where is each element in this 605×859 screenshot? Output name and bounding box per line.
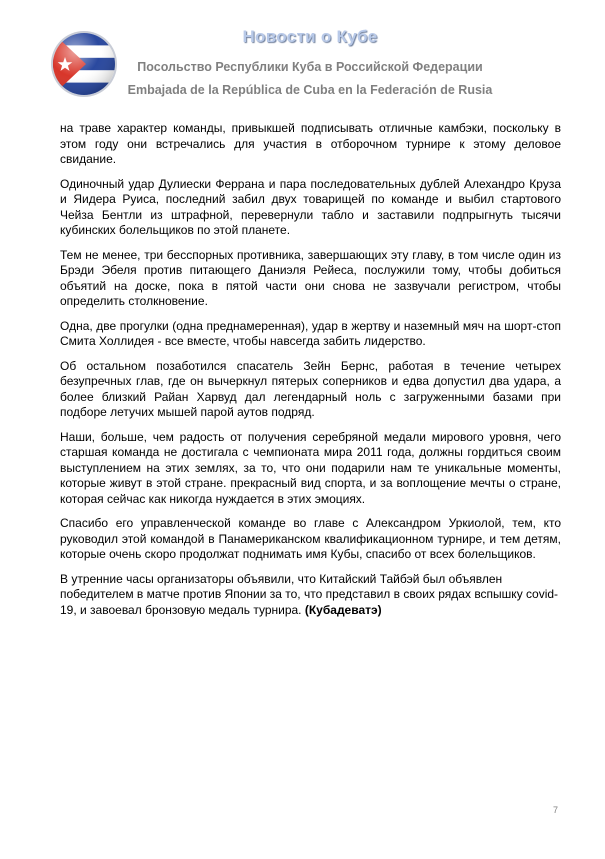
article-body — [60, 121, 561, 627]
article-paragraph: Наши, больше, чем радость от получения серебряной медали мирового уровня, чего старшая команда не достигала с чемпионата мира 2011 года, должны гордиться своим выступлением на этих землях, за то, что они подарили нам те уникальные моменты, которые живут в этой стране. прекрасный вид спорта, и за воплощение мечты о стране, которая сейчас как никогда нуждается в этих эмоциях. — [60, 429, 561, 506]
article-source: (Кубадеватэ) — [304, 602, 382, 617]
article-paragraph: Тем не менее, три бесспорных противника, завершающих эту главу, в том числе один из Брэди Эбеля против питающего Даниэля Рейеса, послужили тому, чтобы добиться объятий на доске, пока в пятой части они снова не зазвучали регистром, чтобы определить столкновение. — [60, 247, 561, 308]
header-subtitle-ru: Посольство Республики Куба в Российской Федерации — [137, 60, 483, 74]
page-number: 7 — [553, 805, 559, 815]
article-paragraph: Одиночный удар Дулиески Феррана и пара последовательных дублей Алехандро Круза и Яидера Руиса, последний забил двух товарищей по команде и выбил стартового Чейза Бентли из штрафной, перевернули табло и заставили подпрыгнуть тысячи кубинских болельщиков по этой планете. — [60, 176, 561, 237]
header-subtitle-es: Embajada de la República de Cuba en la Federación de Rusia — [127, 83, 493, 97]
article-paragraph: Спасибо его управленческой команде во главе с Александром Уркиолой, тем, кто руководил этой командой в Панамериканском квалификационном турнире, и тем детям, которые очень скоро продолжат поднимать имя Кубы, спасибо от всех болельщиков. — [60, 516, 561, 561]
article-paragraph: Одна, две прогулки (одна преднамеренная), удар в жертву и наземный мяч на шорт-стоп Смита Холлидея - все вместе, чтобы навсегда забить лидерство. — [60, 318, 561, 348]
article-paragraph-final — [60, 572, 561, 619]
article-paragraph-text: В утренние часы организаторы объявили, что Китайский Тайбэй был объявлен победителем в матче против Японии за то, что представил в своих рядах вспышку covid-19, и завоевал бронзовую медаль турнира. — [60, 571, 559, 617]
header-title: Новости о Кубе — [242, 27, 378, 46]
article-paragraph: Об остальном позаботился спасатель Зейн Бернс, работая в течение четырех безупречных глав, где он вычеркнул пятерых соперников и едва допустил два удара, а более близкий Райан Харвуд дал легендарный ноль с загруженными базами при подборе летучих мышей парой аутов подряд. — [60, 358, 561, 419]
article-paragraph: на траве характер команды, привыкшей подписывать отличные камбэки, поскольку в этом году они встречались для участия в отборочном турнире к этому деловое свидание. — [60, 121, 561, 166]
